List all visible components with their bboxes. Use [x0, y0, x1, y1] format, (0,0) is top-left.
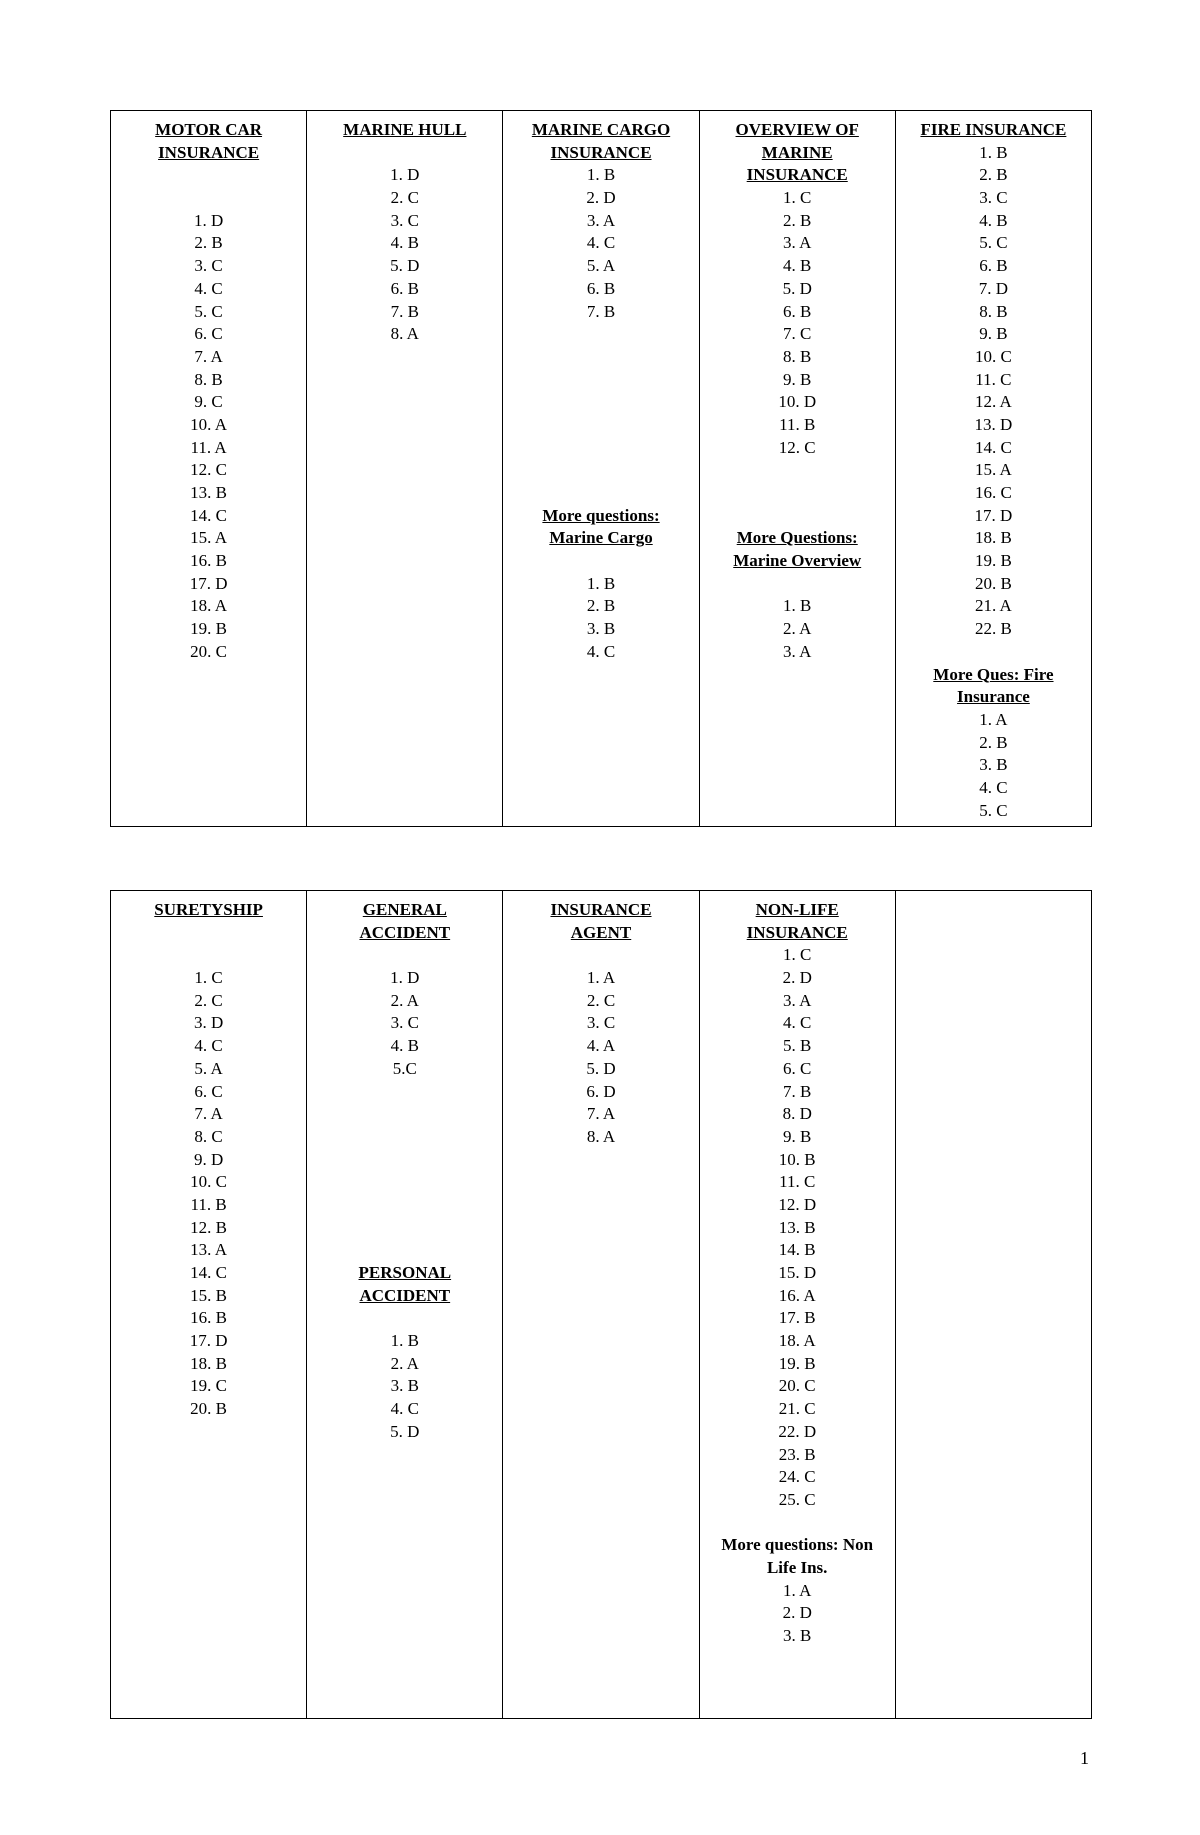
answer-item: 15. D	[778, 1263, 817, 1282]
answer-item: 1. B	[783, 596, 812, 616]
answer-item: 8. A	[586, 1126, 616, 1146]
answer-item: 5. D	[390, 1421, 420, 1441]
answer-item: 9. B	[979, 324, 1008, 344]
answer-item: 19. C	[190, 1376, 228, 1396]
answer-item: 2. B	[194, 233, 223, 253]
answer-item: 11. C	[975, 369, 1012, 389]
answer-item: 1. D	[193, 210, 224, 230]
answer-item: 13. D	[974, 414, 1013, 434]
page-number: 1	[1080, 1748, 1089, 1768]
answer-item: 17. D	[189, 573, 228, 593]
answer-item: 5. C	[194, 301, 223, 321]
more-questions-heading: More Questions:	[736, 528, 858, 548]
answer-item: 2. B	[979, 732, 1008, 752]
answer-item: 5. A	[194, 1058, 223, 1078]
column-heading: SURETYSHIP	[154, 900, 263, 919]
answer-item: 3. A	[586, 210, 616, 230]
answer-item: 2. C	[194, 990, 223, 1010]
answer-item: 15. A	[190, 528, 228, 548]
answer-item: 3. C	[586, 1013, 616, 1033]
answer-item: 4. C	[979, 777, 1008, 797]
answer-item: 9. B	[783, 1126, 812, 1146]
answer-item: 1. A	[979, 709, 1008, 729]
answer-item: 1. C	[783, 188, 812, 208]
more-questions-heading: More questions:	[542, 505, 660, 525]
answer-item: 3. C	[390, 1013, 419, 1033]
column-heading: MOTOR CAR	[155, 120, 263, 139]
answer-item: 16. C	[974, 483, 1012, 502]
answer-item: 12. C	[190, 460, 228, 480]
answer-item: 17. D	[189, 1331, 228, 1351]
answer-item: 23. B	[778, 1444, 816, 1464]
answer-item: 5. C	[979, 233, 1008, 253]
answer-item: 6. B	[783, 301, 812, 321]
answer-item: 2. D	[782, 1603, 812, 1623]
answer-item: 3. B	[586, 619, 616, 639]
answer-item: 5. C	[979, 800, 1008, 820]
answer-item: 7. A	[194, 1104, 223, 1124]
answer-item: 7. B	[783, 1081, 812, 1101]
answer-item: 7. D	[978, 278, 1009, 298]
answer-item: 11. B	[190, 1194, 227, 1214]
column-non-life-insurance	[699, 891, 895, 1718]
answer-item: 19. B	[190, 619, 228, 639]
more-questions-heading: More questions: Non	[721, 1535, 874, 1555]
answer-item: 13. A	[190, 1240, 228, 1260]
answer-item: 15. B	[190, 1285, 228, 1305]
answer-item: 2. D	[586, 188, 616, 208]
answer-item: 8. B	[783, 346, 812, 366]
column-heading: MARINE HULL	[343, 120, 467, 139]
answer-item: 11. B	[779, 414, 816, 434]
answer-item: 18. A	[190, 596, 228, 616]
column-general-accident	[306, 891, 502, 1718]
answer-item: 12. D	[778, 1194, 817, 1214]
column-motor-car-insurance	[111, 111, 306, 826]
answer-item: 25. C	[778, 1489, 816, 1509]
column-heading: AGENT	[570, 922, 632, 942]
column-heading: OVERVIEW OF	[735, 120, 859, 139]
answer-item: 14. B	[778, 1240, 816, 1260]
answer-item: 2. A	[390, 990, 419, 1010]
answer-item: 3. A	[783, 641, 812, 661]
answer-item: 6. D	[586, 1081, 616, 1101]
answer-item: 7. A	[194, 346, 223, 366]
column-heading: MARINE	[761, 142, 833, 162]
answer-item: 1. C	[783, 945, 812, 965]
answer-item: 1. C	[194, 968, 223, 988]
answer-item: 1. B	[586, 165, 616, 185]
answer-item: 17. D	[974, 505, 1013, 525]
more-questions-heading: Life Ins.	[766, 1557, 828, 1577]
column-heading: MARINE CARGO	[531, 120, 671, 139]
answer-item: 7. B	[390, 301, 419, 321]
answer-item: 16. A	[778, 1285, 816, 1305]
answer-item: 1. D	[390, 968, 420, 988]
column-empty	[895, 891, 1091, 1718]
answer-item: 3. D	[193, 1013, 224, 1033]
column-overview-of-marine-insurance	[699, 111, 895, 826]
answer-item: 7. B	[586, 301, 616, 321]
answer-item: 11. C	[779, 1172, 816, 1192]
answer-item: 8. D	[782, 1104, 812, 1124]
answer-item: 5. D	[390, 256, 420, 276]
answer-item: 12. A	[974, 392, 1012, 412]
answer-item: 3. B	[783, 1626, 812, 1645]
answer-item: 1. B	[586, 573, 616, 593]
answer-item: 1. B	[390, 1331, 419, 1351]
answer-item: 14. C	[190, 505, 228, 525]
answer-item: 5. D	[782, 278, 812, 298]
answer-item: 3. C	[194, 256, 223, 276]
answer-item: 1. A	[586, 968, 616, 988]
more-questions-heading: PERSONAL	[358, 1263, 452, 1282]
answer-item: 13. B	[190, 483, 228, 502]
answer-item: 2. B	[979, 165, 1008, 185]
answer-item: 3. A	[783, 990, 812, 1010]
column-marine-cargo-insurance	[502, 111, 698, 826]
answer-item: 24. C	[778, 1467, 816, 1487]
answer-item: 6. C	[194, 1081, 223, 1101]
answer-item: 3. B	[979, 755, 1008, 775]
answer-item: 8. B	[194, 369, 223, 389]
answer-item: 5. B	[783, 1036, 812, 1056]
answer-item: 5. D	[586, 1058, 616, 1078]
column-heading: INSURANCE	[550, 142, 652, 162]
answer-item: 7. A	[586, 1104, 616, 1124]
answer-item: 2. A	[783, 619, 812, 639]
answer-item: 10. C	[190, 1172, 228, 1192]
answer-item: 2. C	[586, 990, 616, 1010]
answer-item: 6. C	[194, 324, 223, 344]
answer-item: 14. C	[974, 437, 1012, 457]
answer-item: 8. C	[194, 1126, 223, 1146]
column-heading: INSURANCE	[746, 165, 848, 185]
answer-item: 1. D	[390, 165, 420, 185]
answer-item: 2. D	[782, 968, 812, 988]
answer-item: 10. C	[974, 346, 1012, 366]
answer-item: 12. C	[778, 437, 816, 457]
answer-item: 16. B	[190, 1308, 228, 1328]
answer-item: 6. B	[586, 278, 616, 298]
answer-item: 5.C	[392, 1058, 417, 1078]
answer-item: 3. A	[783, 233, 812, 253]
answer-item: 4. B	[783, 256, 812, 276]
answer-item: 9. C	[194, 392, 223, 412]
column-heading: ACCIDENT	[359, 922, 451, 942]
answer-item: 1. A	[783, 1580, 812, 1600]
column-marine-hull	[306, 111, 502, 826]
answer-item: 4. A	[586, 1036, 616, 1056]
answer-item: 20. C	[778, 1376, 816, 1396]
column-heading: NON-LIFE	[755, 900, 839, 919]
answer-item: 2. B	[783, 210, 812, 230]
answer-item: 3. C	[390, 210, 419, 230]
answer-item: 9. B	[783, 369, 812, 389]
answer-item: 15. A	[974, 460, 1012, 480]
answer-item: 4. B	[979, 210, 1008, 230]
column-heading: INSURANCE	[746, 922, 848, 942]
answer-item: 2. A	[390, 1353, 419, 1373]
answer-table-2	[110, 890, 1092, 1719]
answer-item: 18. B	[190, 1353, 228, 1373]
answer-item: 10. A	[190, 414, 228, 434]
answer-table-1	[110, 110, 1092, 827]
column-heading: FIRE INSURANCE	[920, 120, 1067, 139]
answer-item: 1. B	[979, 142, 1008, 162]
column-heading: INSURANCE	[158, 142, 260, 162]
answer-item: 22. D	[778, 1421, 817, 1441]
answer-item: 13. B	[778, 1217, 816, 1237]
answer-item: 10. D	[778, 392, 817, 412]
more-questions-heading: ACCIDENT	[359, 1285, 451, 1305]
answer-item: 18. B	[974, 528, 1012, 548]
more-questions-heading: More Ques: Fire	[933, 664, 1054, 684]
column-insurance-agent	[502, 891, 698, 1718]
answer-item: 2. B	[586, 596, 616, 616]
answer-item: 8. A	[390, 324, 419, 344]
answer-item: 14. C	[190, 1263, 228, 1282]
answer-item: 5. A	[586, 256, 616, 276]
answer-item: 10. B	[778, 1149, 816, 1169]
column-heading: GENERAL	[362, 900, 447, 919]
answer-item: 4. B	[390, 233, 419, 253]
answer-item: 19. B	[778, 1353, 816, 1373]
answer-item: 22. B	[974, 619, 1012, 639]
answer-item: 6. B	[390, 278, 419, 298]
column-suretyship	[111, 891, 306, 1718]
answer-item: 6. B	[979, 256, 1008, 276]
answer-item: 3. C	[979, 188, 1008, 208]
answer-item: 20. B	[974, 573, 1012, 593]
more-questions-heading: Insurance	[957, 687, 1030, 707]
answer-item: 18. A	[778, 1331, 816, 1351]
answer-item: 4. C	[783, 1013, 812, 1033]
answer-item: 4. B	[390, 1036, 419, 1056]
answer-item: 4. C	[390, 1399, 419, 1419]
column-fire-insurance	[895, 111, 1091, 826]
more-questions-heading: Marine Overview	[733, 551, 862, 571]
answer-item: 9. D	[193, 1149, 224, 1169]
more-questions-heading: Marine Cargo	[549, 528, 653, 548]
answer-item: 21. A	[974, 596, 1012, 616]
answer-item: 4. C	[586, 641, 616, 661]
answer-item: 2. C	[390, 188, 419, 208]
answer-item: 3. B	[390, 1376, 419, 1396]
answer-item: 7. C	[783, 324, 812, 344]
answer-item: 4. C	[194, 1036, 223, 1056]
answer-item: 12. B	[190, 1217, 228, 1237]
answer-item: 4. C	[586, 233, 616, 253]
answer-item: 16. B	[190, 551, 228, 571]
answer-item: 20. C	[190, 641, 228, 661]
answer-item: 19. B	[974, 551, 1012, 571]
answer-item: 21. C	[778, 1399, 816, 1419]
answer-item: 6. C	[783, 1058, 812, 1078]
column-heading: INSURANCE	[550, 900, 652, 919]
answer-item: 4. C	[194, 278, 223, 298]
answer-item: 11. A	[190, 437, 227, 457]
answer-item: 8. B	[979, 301, 1008, 321]
answer-item: 20. B	[190, 1399, 228, 1419]
answer-item: 17. B	[778, 1308, 816, 1328]
